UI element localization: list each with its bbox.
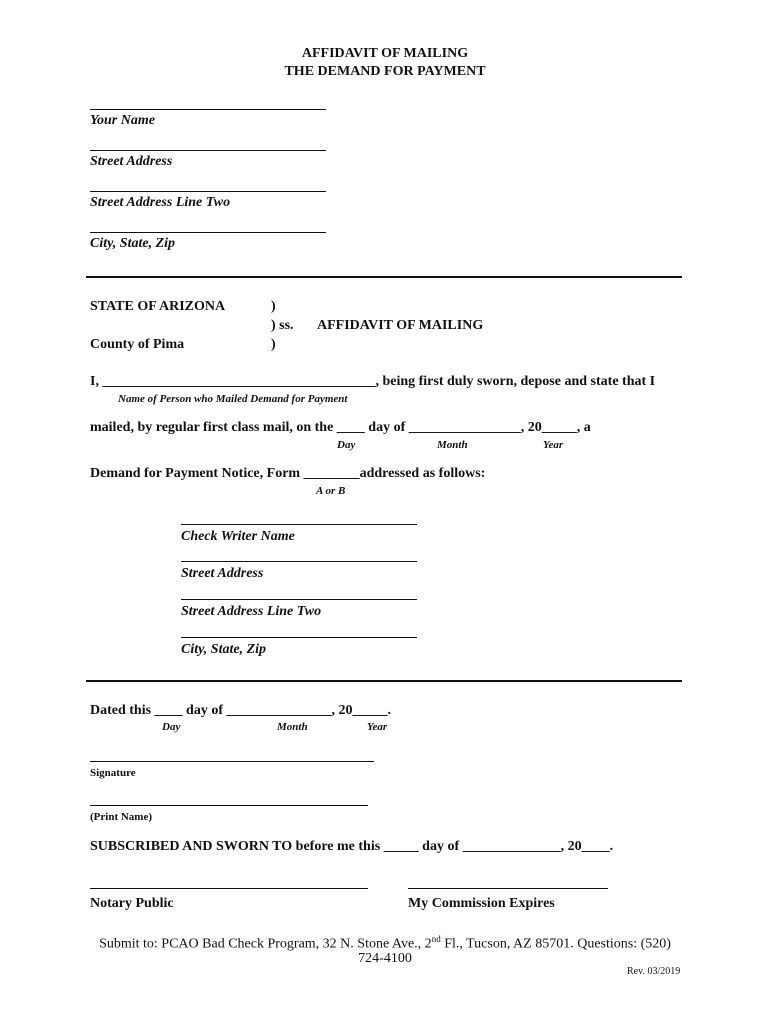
print-name-line[interactable]: [90, 805, 368, 806]
dated-caption-day: Day: [162, 721, 181, 733]
signature-line[interactable]: [90, 761, 374, 762]
commission-expires-label: My Commission Expires: [408, 896, 555, 911]
submit-sup: nd: [431, 934, 441, 944]
statement-line-1: [90, 374, 655, 390]
your-name-line[interactable]: [90, 109, 326, 110]
notary-public-label: Notary Public: [90, 896, 174, 911]
city-state-zip-line[interactable]: [90, 232, 326, 233]
signature-label: Signature: [90, 767, 136, 779]
check-writer-label: Check Writer Name: [181, 529, 295, 544]
venue-paren-1: ): [271, 299, 276, 314]
your-name-label: Your Name: [90, 113, 155, 128]
mailer-name-blank[interactable]: _______________________________________: [102, 374, 376, 389]
mailer-name-caption: Name of Person who Mailed Demand for Payment: [118, 393, 348, 405]
subscribed-line[interactable]: SUBSCRIBED AND SWORN TO before me this _____ day of ______________, 20____.: [90, 839, 614, 854]
print-name-label: (Print Name): [90, 811, 153, 823]
dated-caption-year: Year: [367, 721, 388, 733]
venue-county: County of Pima: [90, 337, 185, 352]
street-address-label: Street Address: [90, 154, 173, 169]
street-address-line[interactable]: [90, 150, 326, 151]
caption-day: Day: [337, 439, 356, 451]
recipient-street-line[interactable]: [181, 561, 417, 562]
caption-month: Month: [437, 439, 468, 451]
revision-date: Rev. 03/2019: [627, 966, 681, 977]
commission-expires-line[interactable]: [408, 888, 608, 889]
recipient-street-2-line[interactable]: [181, 599, 417, 600]
section-divider-1: [86, 276, 682, 278]
venue-paren-3: ): [271, 337, 276, 352]
statement-line-2[interactable]: mailed, by regular first class mail, on the ____ day of ________________, 20_____, a: [90, 420, 591, 435]
street-address-2-line[interactable]: [90, 191, 326, 192]
statement-sworn: , being first duly sworn, depose and state that I: [375, 374, 656, 389]
submit-instructions: [60, 934, 710, 953]
submit-suffix: Fl., Tucson, AZ 85701. Questions: (520): [440, 936, 671, 952]
form-title: AFFIDAVIT OF MAILING: [301, 46, 469, 61]
recipient-street-2-label: Street Address Line Two: [181, 604, 322, 619]
recipient-street-label: Street Address: [181, 566, 264, 581]
statement-line-3[interactable]: Demand for Payment Notice, Form ________addressed as follows:: [90, 466, 486, 481]
check-writer-line[interactable]: [181, 524, 417, 525]
street-address-2-label: Street Address Line Two: [90, 195, 231, 210]
recipient-city-line[interactable]: [181, 637, 417, 638]
venue-state: STATE OF ARIZONA: [90, 299, 226, 314]
venue-affidavit-label: AFFIDAVIT OF MAILING: [317, 318, 484, 333]
submit-phone-line-2: 724-4100: [358, 951, 412, 966]
caption-form: A or B: [316, 485, 346, 497]
notary-line[interactable]: [90, 888, 368, 889]
form-subtitle: THE DEMAND FOR PAYMENT: [284, 64, 486, 79]
submit-prefix: Submit to: PCAO Bad Check Program, 32 N. Stone Ave., 2: [99, 936, 432, 952]
dated-line[interactable]: Dated this ____ day of _______________, 20_____.: [90, 703, 392, 718]
caption-year: Year: [543, 439, 564, 451]
recipient-city-label: City, State, Zip: [181, 642, 267, 657]
venue-ss: ) ss.: [271, 318, 294, 333]
city-state-zip-label: City, State, Zip: [90, 236, 176, 251]
dated-caption-month: Month: [277, 721, 308, 733]
statement-i: I,: [90, 374, 103, 389]
section-divider-2: [86, 680, 682, 682]
